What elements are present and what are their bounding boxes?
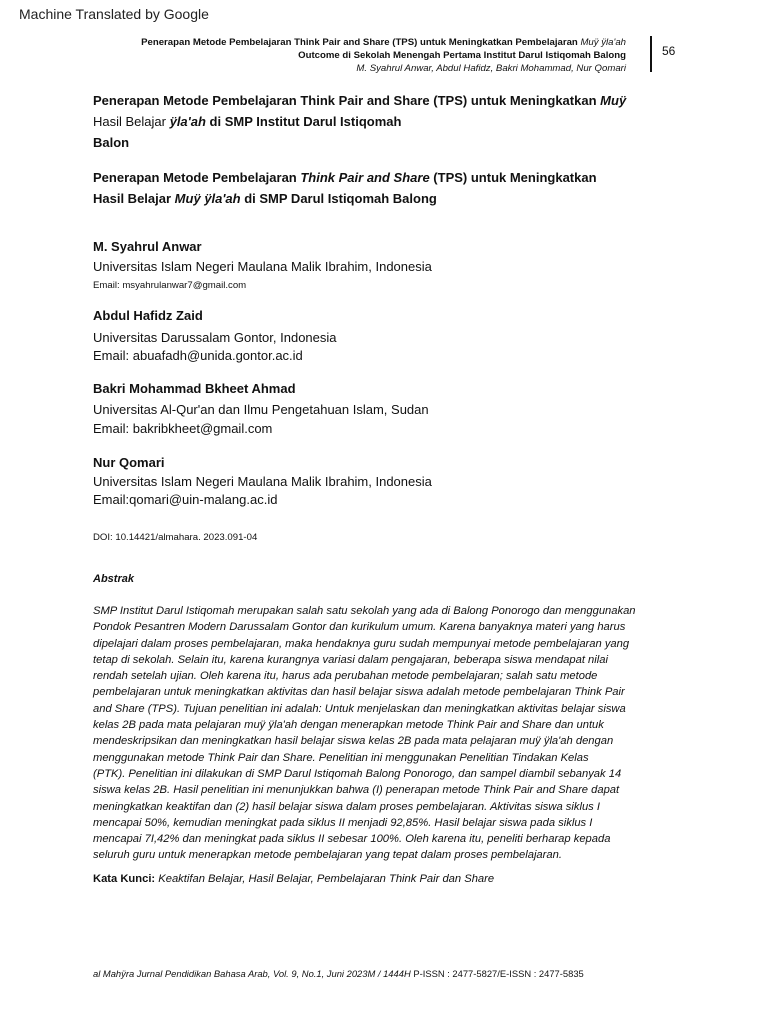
abstract-line: rendah setelah ujian. Oleh karena itu, harus ada perubahan metode pembelajaran; salah satu metode — [93, 670, 598, 683]
author-email: Email: abuafadh@unida.gontor.ac.id — [93, 348, 303, 363]
abstract-line: seluruh guru untuk menerapkan metode pembelajaran yang tepat dalam proses pembelajaran. — [93, 849, 562, 862]
author-name: M. Syahrul Anwar — [93, 239, 202, 254]
author-name: Nur Qomari — [93, 455, 165, 470]
author-email: Email: bakribkheet@gmail.com — [93, 421, 273, 436]
journal-footer: al Mahÿra Jurnal Pendidikan Bahasa Arab, Vol. 9, No.1, Juni 2023M / 1444H P-ISSN : 2477-5827/E-ISSN : 2477-5835 — [93, 968, 584, 979]
page-number: 56 — [662, 44, 676, 58]
abstract-heading: Abstrak — [93, 573, 134, 585]
author-affiliation: Universitas Islam Negeri Maulana Malik Ibrahim, Indonesia — [93, 474, 432, 489]
abstract-line: menggunakan metode Think Pair dan Share. Penelitian ini menggunakan Penelitian Tindakan Kelas — [93, 751, 589, 764]
abstract-line: and Share (TPS). Tujuan penelitian ini adalah: Untuk menjelaskan dan meningkatkan aktivitas belajar siswa — [93, 702, 626, 715]
title-block-1: Penerapan Metode Pembelajaran Think Pair and Share (TPS) untuk Meningkatkan Muÿ Hasil Belajar ÿla'ah di SMP Institut Darul Istiqomah Balon — [93, 93, 627, 150]
author-affiliation: Universitas Al-Qur'an dan Ilmu Pengetahuan Islam, Sudan — [93, 402, 429, 417]
abstract-line: dipelajari dalam proses pembelajaran, maka hendaknya guru sudah mempunyai metode pembelajaran yang — [93, 637, 630, 650]
abstract-line: tetap di sekolah. Selain itu, karena kurangnya variasi dalam pengajaran, beberapa siswa mendapat nilai — [93, 653, 608, 666]
author-name: Bakri Mohammad Bkheet Ahmad — [93, 381, 296, 396]
author-affiliation: Universitas Darussalam Gontor, Indonesia — [93, 330, 337, 345]
author-email: Email:qomari@uin-malang.ac.id — [93, 492, 278, 507]
abstract-line: SMP Institut Darul Istiqomah merupakan salah satu sekolah yang ada di Balong Ponorogo dan menggunakan — [93, 605, 636, 617]
abstract-line: mencapai 50%, kemudian meningkat pada siklus II menjadi 92,85%. Hasil belajar siswa pada siklus I — [93, 816, 593, 829]
abstract-line: mencapai 7I,42% dan meningkat pada siklus II sebesar 100%. Oleh karena itu, peneliti berharap kepada — [93, 833, 611, 846]
author-name: Abdul Hafidz Zaid — [93, 308, 203, 323]
abstract-line: kelas 2B pada mata pelajaran muÿ ÿla'ah dengan menerapkan metode Think Pair and Share dan untuk — [93, 719, 604, 732]
doi: DOI: 10.14421/almahara. 2023.091-04 — [93, 532, 258, 543]
abstract-line: mendeskripsikan dan meningkatkan hasil belajar siswa kelas 2B pada mata pelajaran muÿ ÿla'ah dengan — [93, 735, 614, 748]
author-email: Email: msyahrulanwar7@gmail.com — [93, 280, 247, 291]
header-divider — [650, 36, 652, 72]
abstract-line: pembelajaran untuk meningkatkan aktivitas dan hasil belajar siswa adalah metode pembelajaran Think Pair — [93, 686, 625, 699]
running-header-authors: M. Syahrul Anwar, Abdul Hafidz, Bakri Mohammad, Nur Qomari — [356, 63, 626, 74]
abstract-line: siswa kelas 2B. Hasil penelitian ini menunjukkan bahwa (I) penerapan metode Think Pair and Share dapat — [93, 784, 620, 797]
machine-translated-banner: Machine Translated by Google — [19, 6, 209, 22]
keywords — [93, 873, 494, 885]
keywords-text: Keaktifan Belajar, Hasil Belajar, Pembelajaran Think Pair dan Share — [155, 873, 495, 885]
abstract-body — [93, 603, 693, 864]
keywords-label: Kata Kunci: — [93, 873, 156, 885]
abstract-line: (PTK). Penelitian ini dilakukan di SMP Darul Istiqomah Balong Ponorogo, dan sampel diambil sebanyak 14 — [93, 767, 622, 780]
running-header-line-2: Outcome di Sekolah Menengah Pertama Institut Darul Istiqomah Balong — [298, 50, 626, 61]
author-affiliation: Universitas Islam Negeri Maulana Malik Ibrahim, Indonesia — [93, 259, 432, 274]
abstract-line: Pondok Pesantren Modern Darussalam Gontor dan kurikulum umum. Karena banyaknya materi yang harus — [93, 621, 626, 634]
title-block-2: Penerapan Metode Pembelajaran Think Pair and Share (TPS) untuk Meningkatkan Hasil Belajar Muÿ ÿla'ah di SMP Darul Istiqomah Balong — [93, 170, 597, 206]
running-header-line-1: Penerapan Metode Pembelajaran Think Pair and Share (TPS) untuk Meningkatkan Pembelajaran Muÿ ÿla'ah — [141, 37, 626, 48]
abstract-line: meningkatkan keaktifan dan (2) hasil belajar siswa dalam proses pembelajaran. Aktivitas siswa siklus I — [93, 800, 600, 813]
